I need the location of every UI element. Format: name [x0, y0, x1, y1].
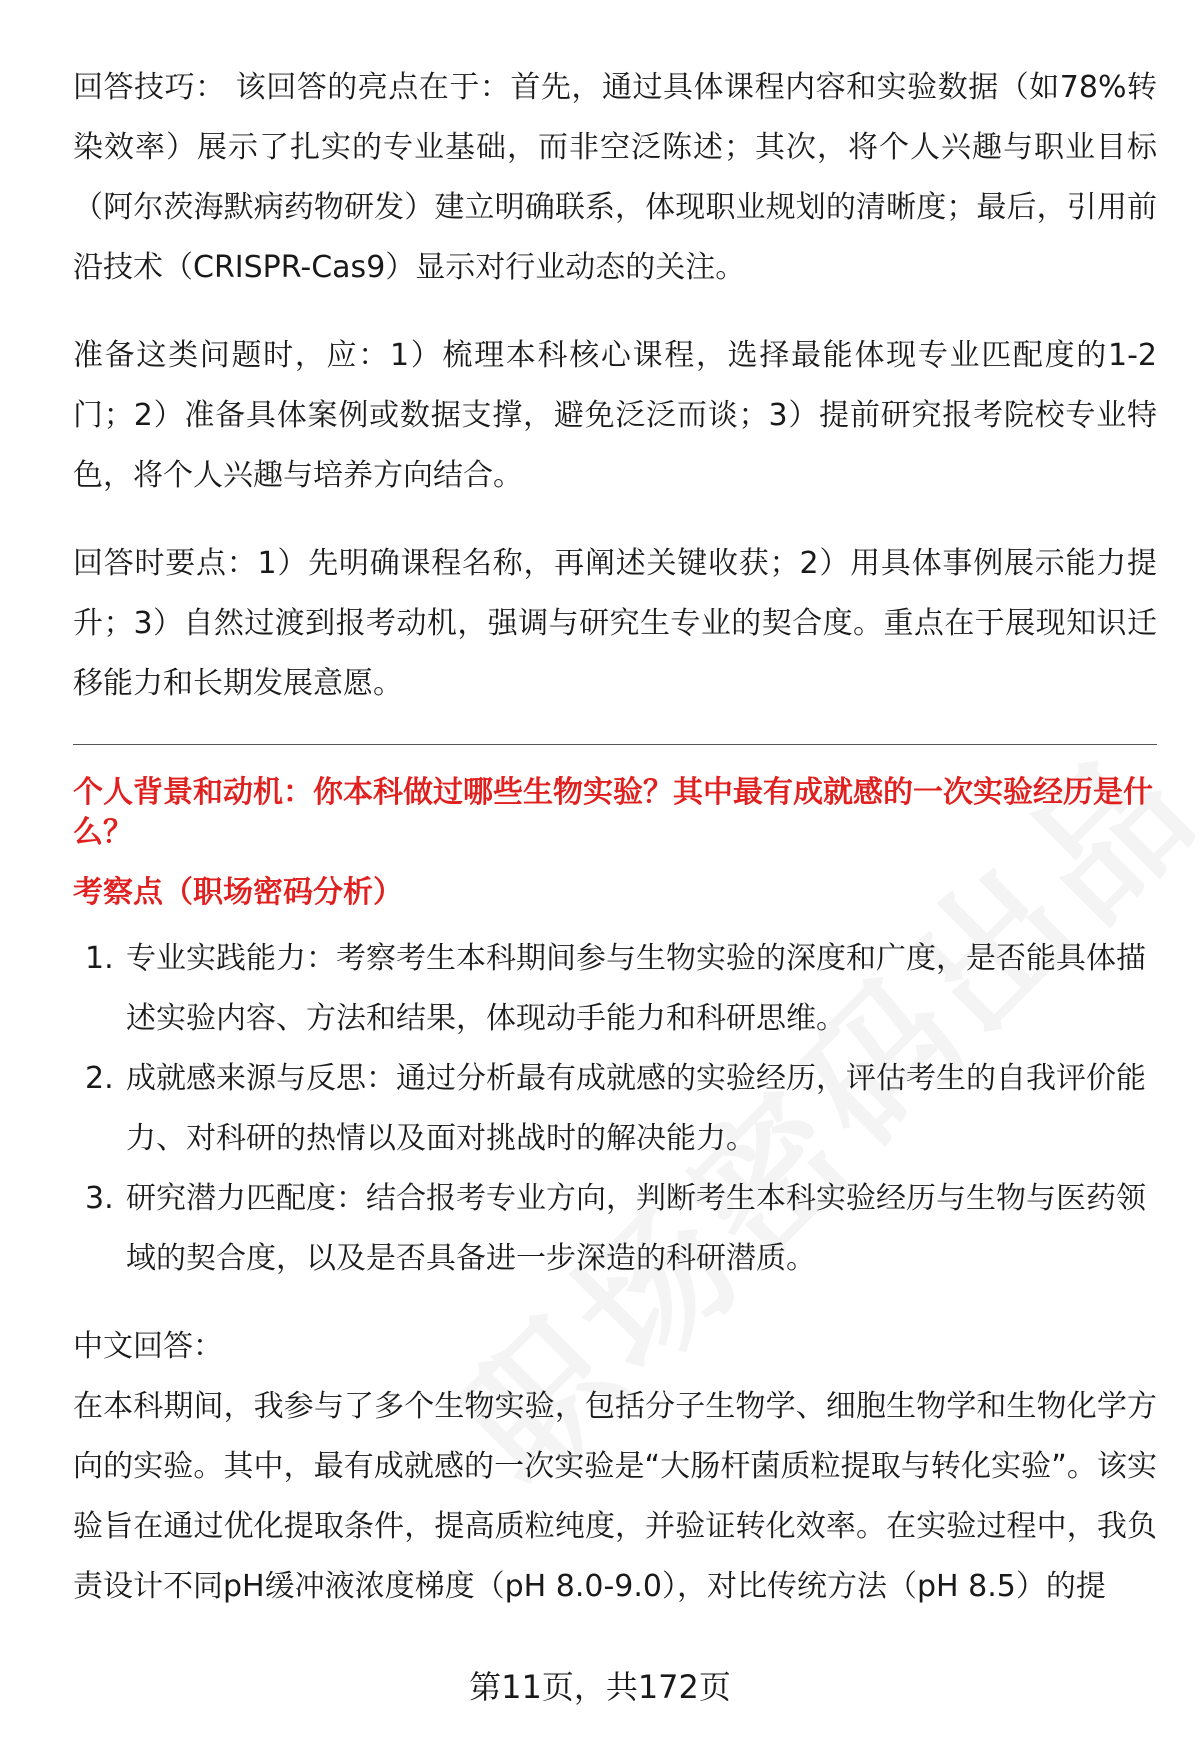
tips-paragraph: 回答技巧： 该回答的亮点在于：首先，通过具体课程内容和实验数据（如78%转染效率）展示了扎实的专业基础，而非空泛陈述；其次，将个人兴趣与职业目标（阿尔茨海默病药物研发）建立明确联系，体现职业规划的清晰度；最后，引用前沿技术（CRISPR-Cas9）显示对行业动态的关注。: [73, 70, 1157, 285]
answer-paragraph: 在本科期间，我参与了多个生物实验，包括分子生物学、细胞生物学和生物化学方向的实验。其中，最有成就感的一次实验是“大肠杆菌质粒提取与转化实验”。该实验旨在通过优化提取条件，提高质粒纯度，并验证转化效率。在实验过程中，我负责设计不同pH缓冲液浓度梯度（pH 8.0-9.0），对比传统方法（pH 8.5）的提: [73, 1389, 1157, 1604]
list-number: 2.: [85, 1061, 114, 1096]
list-item: [73, 1169, 1157, 1289]
list-item: [73, 929, 1157, 1049]
assessment-heading: 考察点（职场密码分析）: [73, 875, 403, 910]
section-divider: [73, 744, 1157, 745]
list-number: 3.: [85, 1181, 114, 1216]
question-title: 个人背景和动机：你本科做过哪些生物实验？其中最有成就感的一次实验经历是什么？: [73, 775, 1153, 850]
assessment-points-list: [73, 929, 1157, 1289]
list-number: 1.: [85, 941, 114, 976]
list-item-text: 研究潜力匹配度：结合报考专业方向，判断考生本科实验经历与生物与医药领域的契合度，以及是否具备进一步深造的科研潜质。: [126, 1181, 1146, 1276]
page-footer: 第11页，共172页: [469, 1668, 731, 1706]
preparation-paragraph: 准备这类问题时，应：1）梳理本科核心课程，选择最能体现专业匹配度的1-2门；2）准备具体案例或数据支撑，避免泛泛而谈；3）提前研究报考院校专业特色，将个人兴趣与培养方向结合。: [73, 338, 1157, 493]
list-item: [73, 1049, 1157, 1169]
answer-label: 中文回答：: [73, 1329, 223, 1364]
list-item-text: 专业实践能力：考察考生本科期间参与生物实验的深度和广度，是否能具体描述实验内容、方法和结果，体现动手能力和科研思维。: [126, 941, 1146, 1036]
key-points-paragraph: 回答时要点：1）先明确课程名称，再阐述关键收获；2）用具体事例展示能力提升；3）自然过渡到报考动机，强调与研究生专业的契合度。重点在于展现知识迁移能力和长期发展意愿。: [73, 546, 1157, 701]
list-item-text: 成就感来源与反思：通过分析最有成就感的实验经历，评估考生的自我评价能力、对科研的热情以及面对挑战时的解决能力。: [126, 1061, 1146, 1156]
document-page: [73, 58, 1157, 1617]
